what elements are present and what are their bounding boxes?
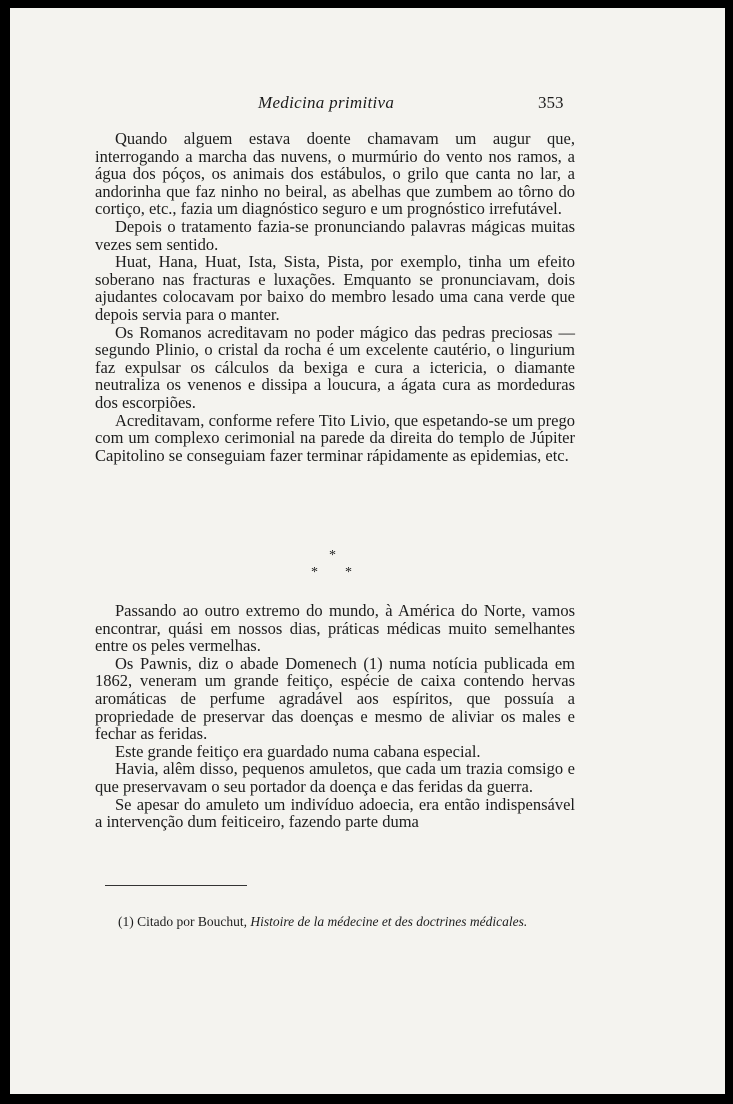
- footnote-divider: [105, 885, 247, 886]
- main-text-bottom: [95, 602, 575, 831]
- paragraph: Os Romanos acreditavam no poder mágico das pedras preciosas — segundo Plinio, o cristal da rocha é um excelente cautério, o lingurium faz expulsar os cálculos da bexiga e cura a ictericia, o diamante neutraliza os venenos e dissipa a loucura, a ágata cura as mordeduras dos escorpiões.: [95, 322, 575, 412]
- footnote-title: Histoire de la médecine et des doctrines médicales.: [250, 914, 528, 929]
- running-title: Medicina primitiva: [258, 93, 395, 112]
- asterisk: *: [311, 565, 318, 580]
- paragraph: Depois o tratamento fazia-se pronunciando palavras mágicas muitas vezes sem sentido.: [95, 216, 575, 254]
- paragraph: Os Pawnis, diz o abade Domenech (1) numa notícia publicada em 1862, veneram um grande feitiço, espécie de caixa contendo hervas aromáticas de perfume agradável aos espíritos, que possuía a propriedade de preservar das doenças e mesmo de aliviar os males e fechar as feridas.: [95, 653, 575, 744]
- paragraph: Passando ao outro extremo do mundo, à América do Norte, vamos encontrar, quási em nossos dias, práticas médicas muito semelhantes entre os peles vermelhas.: [95, 601, 575, 656]
- section-divider-asterism: [280, 548, 360, 588]
- footnote: [108, 914, 578, 930]
- page-number: 353: [538, 93, 564, 112]
- paragraph: Acreditavam, conforme refere Tito Livio, que espetando-se um prego com um complexo cerimonial na parede da direita do templo de Júpiter Capitolino se conseguiam fazer terminar rápidamente as epidemias, etc.: [95, 410, 575, 465]
- main-text-top: [95, 130, 575, 464]
- asterisk: *: [329, 548, 336, 563]
- paragraph: Este grande feitiço era guardado numa cabana especial.: [115, 741, 481, 761]
- paragraph: Havia, alêm disso, pequenos amuletos, que cada um trazia comsigo e que preservavam o seu portador da doença e das feridas da guerra.: [95, 759, 575, 796]
- asterisk: *: [345, 565, 352, 580]
- paragraph: Quando alguem estava doente chamavam um augur que, interrogando a marcha das nuvens, o murmúrio do vento nos ramos, a água dos póços, os animais dos estábulos, o grilo que canta no lar, a andorinha que faz ninho no beiral, as abelhas que zumbem ao tôrno do cortiço, etc., fazia um diagnóstico seguro e um prognóstico irrefutável.: [95, 129, 575, 219]
- page-header: [10, 93, 725, 117]
- paragraph: Se apesar do amuleto um indivíduo adoecia, era então indispensável a intervenção dum feiticeiro, fazendo parte duma: [95, 794, 575, 832]
- footnote-marker: (1) Citado por Bouchut,: [118, 914, 247, 929]
- book-page: [10, 8, 725, 1094]
- paragraph: Huat, Hana, Huat, Ista, Sista, Pista, por exemplo, tinha um efeito soberano nas fracturas e luxações. Emquanto se pronunciavam, dois ajudantes colocavam por baixo do membro lesado uma cana verde que depois servia para o manter.: [95, 252, 575, 324]
